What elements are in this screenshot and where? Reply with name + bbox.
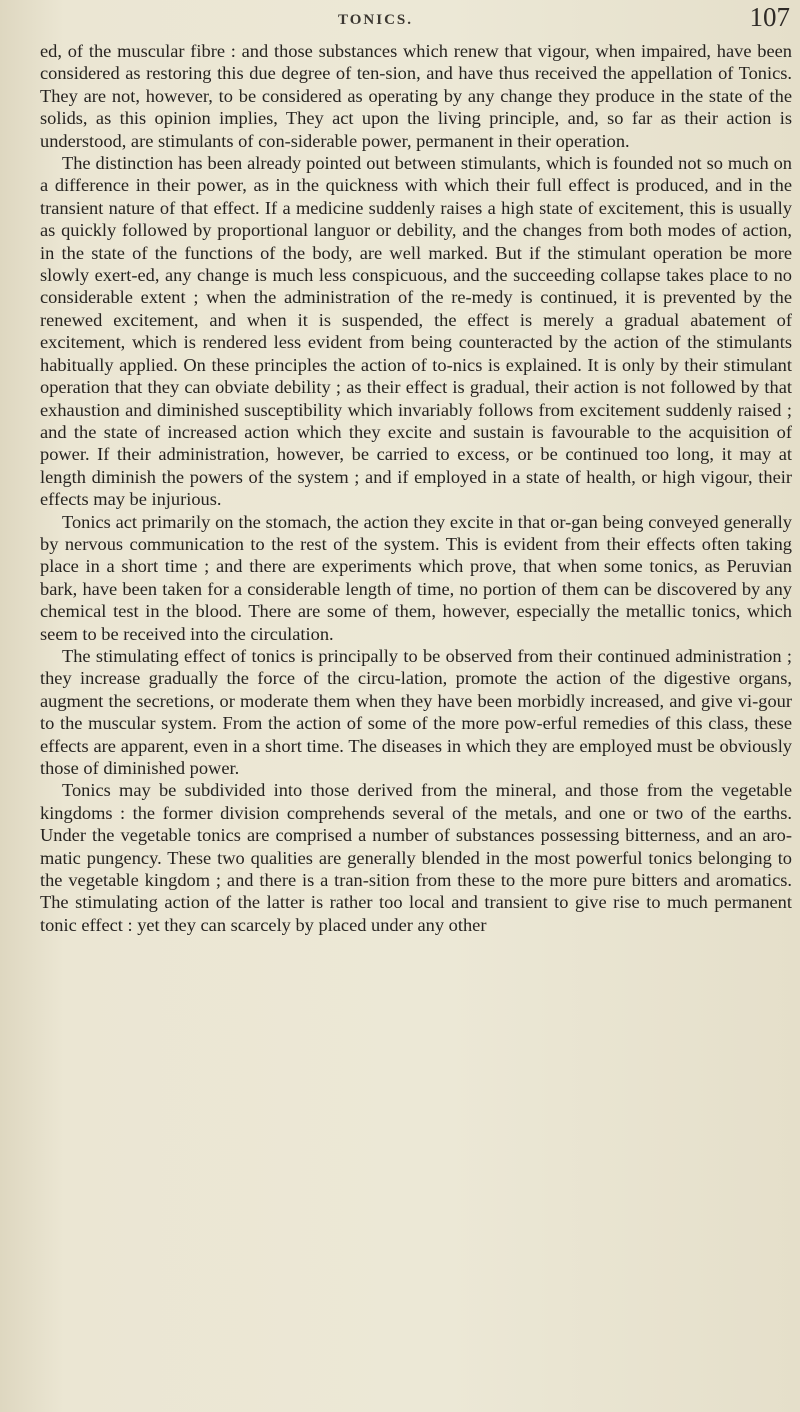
page-number: 107 <box>749 2 790 32</box>
paragraph-stomach-action: Tonics act primarily on the stomach, the action they excite in that or-gan being conveyed generally by nervous communication to the rest of the system. This is evident from their effects often taking place in a short time ; and there are experiments which prove, that when some tonics, as Peruvian bark, have been taken for a considerable length of time, no portion of them can be discovered by any chemical test in the blood. There are some of them, however, especially the metallic tonics, which seem to be received into the circulation. <box>40 511 792 644</box>
paragraph-stimulants: The distinction has been already pointed out between stimulants, which is founded not so much on a difference in their power, as in the quickness with which their full effect is produced, and in the transient nature of that effect. If a medicine suddenly raises a high state of excitement, this is usually as quickly followed by proportional languor or debility, and the changes from both modes of action, in the state of the functions of the body, are well marked. But if the stimulant operation be more slowly exert-ed, any change is much less conspicuous, and the succeeding collapse takes place to no considerable extent ; when the administration of the re-medy is continued, it is prevented by the renewed excitement, and when it is suspended, the effect is merely a gradual abatement of excitement, which is rendered less evident from being counteracted by the action of the stimulants habitually applied. On these principles the action of to-nics is explained. It is only by their stimulant operation that they can obviate debility ; as their effect is gradual, their action is not followed by that exhaustion and diminished susceptibility which invariably follows from excitement suddenly raised ; and the state of increased action which they excite and sustain is favourable to the acquisition of power. If their administration, however, be carried to excess, or be continued too long, it may at length diminish the powers of the system ; and if employed in a state of health, or high vigour, their effects may be injurious. <box>40 153 792 510</box>
running-title: TONICS. <box>338 12 413 28</box>
running-head <box>0 2 800 36</box>
paragraph-stimulating-effect: The stimulating effect of tonics is principally to be observed from their continued administration ; they increase gradually the force of the circu-lation, promote the action of the digestive organs, augment the secretions, or moderate them when they have been morbidly increased, and give vi-gour to the muscular system. From the action of some of the more pow-erful remedies of this class, these effects are apparent, even in a short time. The diseases in which they are employed must be obviously those of diminished power. <box>40 645 792 778</box>
body-text <box>40 40 792 936</box>
paragraph-continued: ed, of the muscular fibre : and those substances which renew that vigour, when impaired, have been considered as restoring this due degree of ten-sion, and have thus received the appellation of Tonics. They are not, however, to be considered as operating by any change they produce in the state of the solids, as this opinion implies, They act upon the living principle, and, so far as their action is understood, are stimulants of con-siderable power, permanent in their operation. <box>40 41 792 151</box>
paragraph-subdivision: Tonics may be subdivided into those derived from the mineral, and those from the vegetable kingdoms : the former division comprehends several of the metals, and one or two of the earths. Under the vegetable tonics are comprised a number of substances possessing bitterness, and an aro-matic pungency. These two qualities are generally blended in the most powerful tonics belonging to the vegetable kingdom ; and there is a tran-sition from these to the more pure bitters and aromatics. The stimulating action of the latter is rather too local and transient to give rise to much permanent tonic effect : yet they can scarcely by placed under any other <box>40 780 792 935</box>
